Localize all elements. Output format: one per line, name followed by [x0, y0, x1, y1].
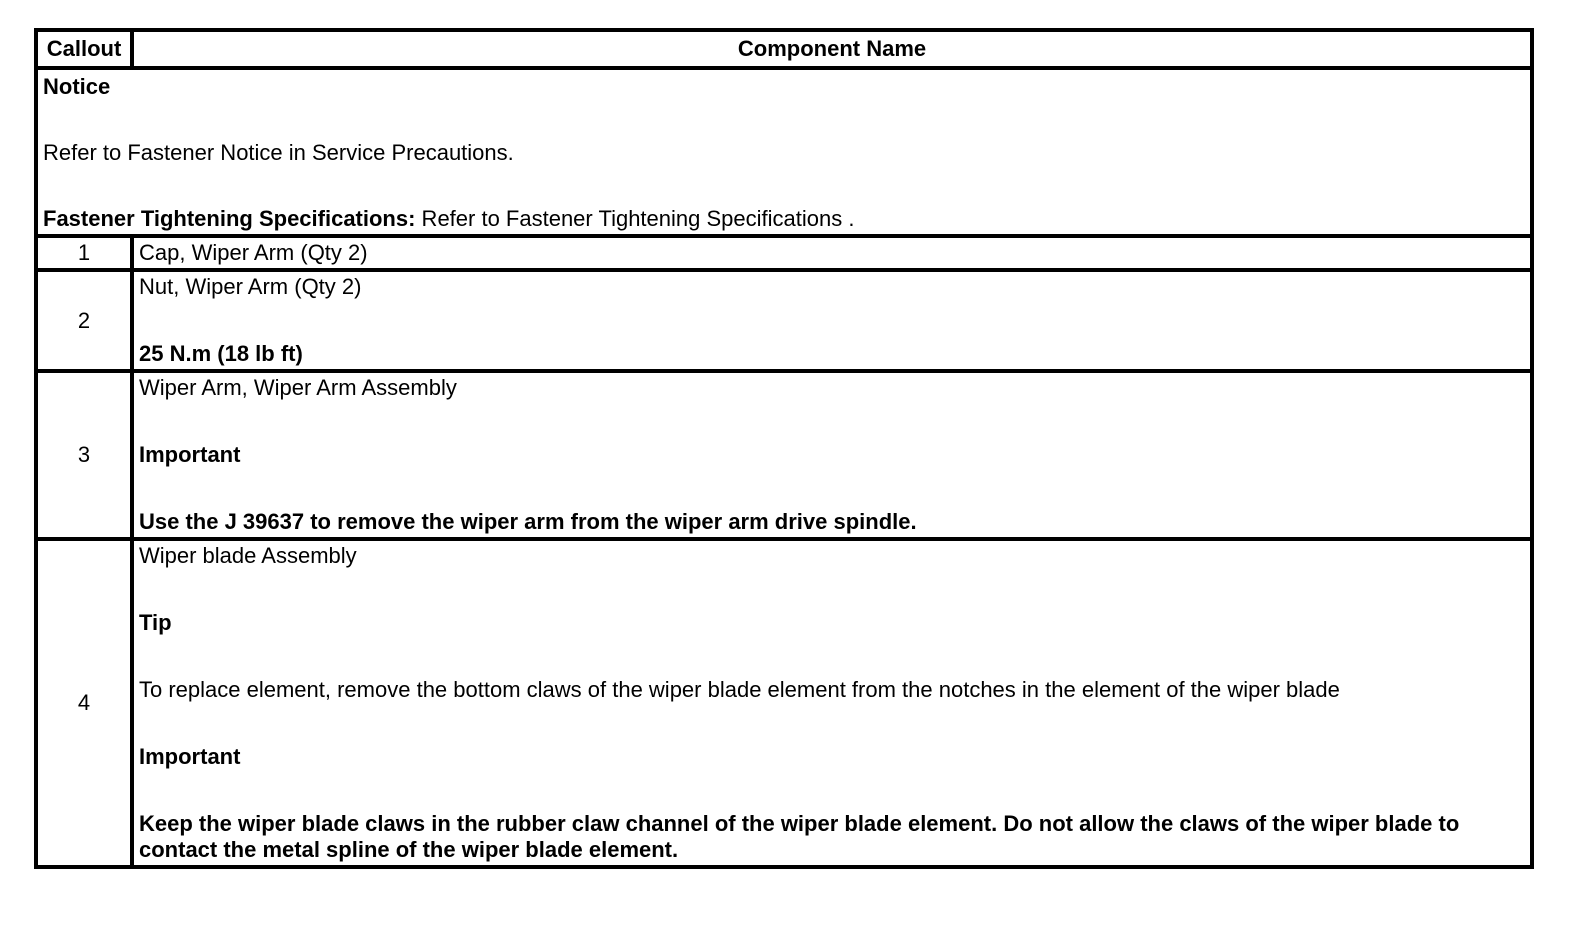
- component-title: Wiper Arm, Wiper Arm Assembly: [139, 375, 457, 400]
- callout-4: 4: [36, 539, 132, 867]
- important-text: Use the J 39637 to remove the wiper arm from the wiper arm drive spindle.: [139, 509, 917, 534]
- component-name-1: [132, 236, 1532, 270]
- callout-header: Callout: [36, 30, 132, 68]
- component-table: [34, 28, 1534, 869]
- important-label: Important: [139, 442, 241, 467]
- table-row: [36, 539, 1532, 867]
- component-title: Cap, Wiper Arm (Qty 2): [139, 240, 368, 265]
- torque-spec: 25 N.m (18 lb ft): [139, 341, 303, 366]
- component-title: Wiper blade Assembly: [139, 543, 357, 568]
- component-name-3: [132, 371, 1532, 539]
- table-row: [36, 270, 1532, 371]
- component-title: Nut, Wiper Arm (Qty 2): [139, 274, 362, 299]
- notice-title: Notice: [43, 74, 111, 99]
- table-row: [36, 236, 1532, 270]
- callout-2: 2: [36, 270, 132, 371]
- table-header-row: [36, 30, 1532, 68]
- important-text: Keep the wiper blade claws in the rubber claw channel of the wiper blade element. Do not allow the claws of the wiper blade to contact the metal spline of the wiper blade element.: [139, 811, 1460, 862]
- tip-label: Tip: [139, 610, 172, 635]
- important-label: Important: [139, 744, 241, 769]
- component-name-header: Component Name: [132, 30, 1532, 68]
- table-row: [36, 371, 1532, 539]
- component-name-4: [132, 539, 1532, 867]
- component-name-2: [132, 270, 1532, 371]
- tip-text: To replace element, remove the bottom claws of the wiper blade element from the notches in the element of the wiper blade: [139, 677, 1340, 702]
- fastener-spec-label: Fastener Tightening Specifications:: [43, 206, 416, 231]
- fastener-spec-line: [43, 206, 1525, 232]
- callout-3: 3: [36, 371, 132, 539]
- callout-1: 1: [36, 236, 132, 270]
- fastener-spec-text: Refer to Fastener Tightening Specifications .: [415, 206, 855, 231]
- notice-cell: [36, 68, 1532, 236]
- notice-row: [36, 68, 1532, 236]
- notice-text: Refer to Fastener Notice in Service Precautions.: [43, 140, 514, 165]
